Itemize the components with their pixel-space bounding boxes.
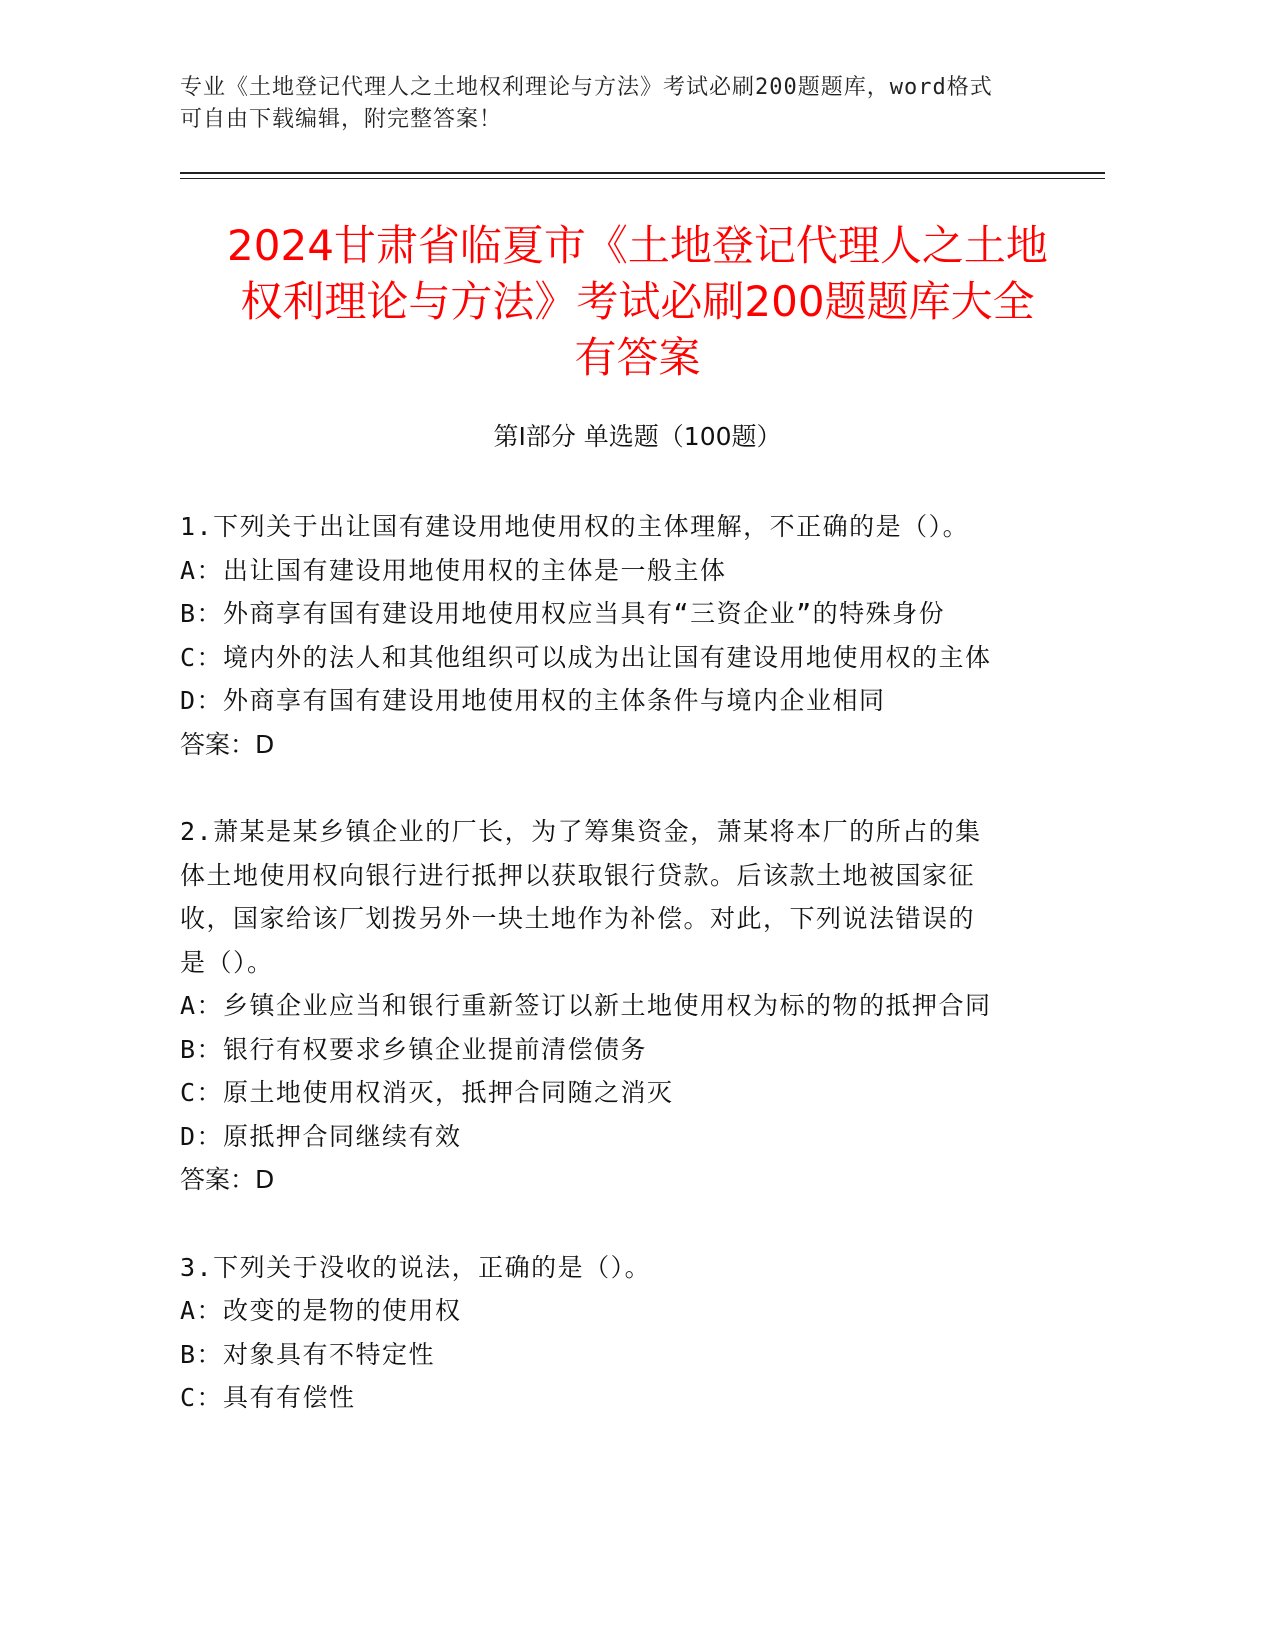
section-title: 第Ⅰ部分 单选题（100题）: [493, 422, 782, 451]
question-spacer: [180, 766, 1060, 810]
header-note: [180, 72, 1040, 136]
header-divider-thick: [180, 172, 1105, 174]
question-2-option-a: A：乡镇企业应当和银行重新签订以新土地使用权为标的物的抵押合同: [180, 991, 992, 1020]
question-3-option-a: A：改变的是物的使用权: [180, 1296, 462, 1325]
question-2-stem-line-2: 体土地使用权向银行进行抵押以获取银行贷款。后该款土地被国家征: [180, 860, 976, 890]
document-title-line-1: 2024甘肃省临夏市《土地登记代理人之土地: [227, 221, 1048, 270]
header-note-line-1: 专业《土地登记代理人之土地权利理论与方法》考试必刷200题题库，word格式: [180, 75, 993, 100]
question-1-answer: 答案：D: [180, 729, 275, 759]
question-spacer: [180, 1202, 1060, 1246]
question-1-option-b: B：外商享有国有建设用地使用权应当具有“三资企业”的特殊身份: [180, 599, 946, 628]
document-title-line-3: 有答案: [574, 333, 701, 382]
document-title-line-2: 权利理论与方法》考试必刷200题题库大全: [240, 277, 1035, 326]
question-2-option-d: D：原抵押合同继续有效: [180, 1121, 462, 1151]
question-2-option-b: B：银行有权要求乡镇企业提前清偿债务: [180, 1034, 648, 1064]
question-2-stem-line-4: 是（）。: [180, 947, 274, 977]
header-note-line-2: 可自由下载编辑，附完整答案！: [180, 107, 503, 132]
header-divider-thin: [180, 178, 1105, 179]
question-3-option-b: B：对象具有不特定性: [180, 1339, 436, 1369]
question-1-option-d: D：外商享有国有建设用地使用权的主体条件与境内企业相同: [180, 686, 886, 715]
document-title: [150, 218, 1125, 386]
question-3: [180, 1246, 1060, 1420]
question-2-answer: 答案：D: [180, 1165, 275, 1194]
question-list: [180, 505, 1060, 1420]
question-3-stem-line-1: 3.下列关于没收的说法，正确的是（）。: [180, 1252, 652, 1282]
question-2-stem-line-1: 2.萧某是某乡镇企业的厂长，为了筹集资金，萧某将本厂的所占的集: [180, 817, 982, 846]
question-1-option-a: A：出让国有建设用地使用权的主体是一般主体: [180, 555, 727, 585]
question-1-stem-line-1: 1.下列关于出让国有建设用地使用权的主体理解，不正确的是（）。: [180, 512, 970, 541]
question-2: [180, 810, 1060, 1202]
question-3-option-c: C：具有有偿性: [180, 1383, 356, 1412]
question-1-option-c: C：境内外的法人和其他组织可以成为出让国有建设用地使用权的主体: [180, 642, 992, 672]
question-2-option-c: C：原土地使用权消灭，抵押合同随之消灭: [180, 1078, 674, 1107]
question-1: [180, 505, 1060, 766]
question-2-stem-line-3: 收，国家给该厂划拨另外一块土地作为补偿。对此，下列说法错误的: [180, 904, 976, 933]
